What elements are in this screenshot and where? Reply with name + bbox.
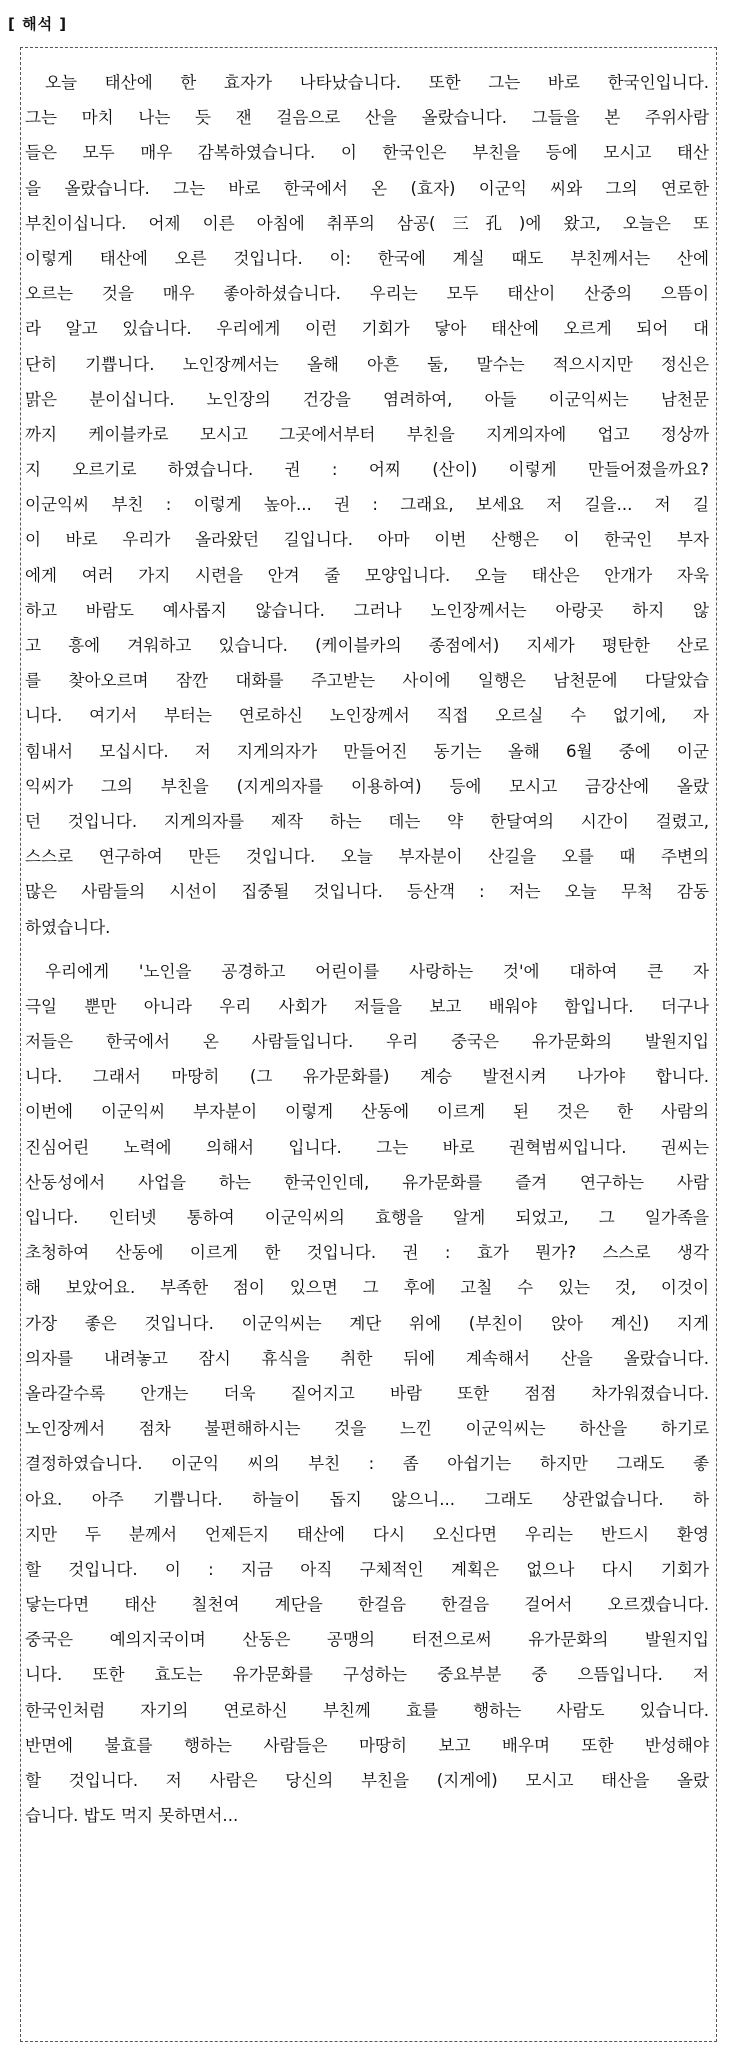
text-line: 에게 여러 가지 시련을 안겨 줄 모양입니다. 오늘 태산은 안개가 자욱: [25, 565, 709, 585]
paragraph-gap: [25, 945, 709, 954]
text-line: 하고 바람도 예사롭지 않습니다. 그러나 노인장께서는 아랑곳 하지 않: [25, 600, 709, 620]
text-line: 던 것입니다. 지게의자를 제작 하는 데는 약 한달여의 시간이 걸렸고,: [25, 811, 709, 831]
text-line: 우리에게 '노인을 공경하고 어린이를 사랑하는 것'에 대하여 큰 자: [45, 961, 709, 981]
text-line: 단히 기쁩니다. 노인장께서는 올해 아흔 둘, 말수는 적으시지만 정신은: [25, 354, 709, 374]
text-line: 닿는다면 태산 칠천여 계단을 한걸음 한걸음 걸어서 오르겠습니다.: [25, 1595, 709, 1615]
text-line: 까지 케이블카로 모시고 그곳에서부터 부친을 지게의자에 업고 정상까: [25, 424, 709, 444]
text-line: 니다. 또한 효도는 유가문화를 구성하는 중요부분 중 으뜸입니다. 저: [25, 1665, 709, 1685]
text-line: 입니다. 인터넷 통하여 이군익씨의 효행을 알게 되었고, 그 일가족을: [25, 1208, 709, 1227]
text-line: 스스로 연구하여 만든 것입니다. 오늘 부자분이 산길을 오를 때 주변의: [25, 847, 709, 867]
text-line: 아요. 아주 기쁩니다. 하늘이 돕지 않으니... 그래도 상관없습니다. 하: [25, 1489, 709, 1509]
translation-box: [20, 47, 717, 2042]
text-line: 오늘 태산에 한 효자가 나타났습니다. 또한 그는 바로 한국인입니다.: [45, 73, 709, 92]
text-line: 산동성에서 사업을 하는 한국인인데, 유가문화를 즐겨 연구하는 사람: [25, 1172, 709, 1192]
text-line: 저들은 한국에서 온 사람들입니다. 우리 중국은 유가문화의 발원지입: [25, 1032, 709, 1052]
text-line: 습니다. 밥도 먹지 못하면서...: [25, 1806, 239, 1826]
text-line: 부친이십니다. 어제 이른 아침에 취푸의 삼공(三孔)에 왔고, 오늘은 또: [25, 213, 709, 233]
text-line: 이 바로 우리가 올라왔던 길입니다. 아마 이번 산행은 이 한국인 부자: [25, 530, 709, 550]
text-line: 지 오르기로 하였습니다. 권 : 어찌 (산이) 이렇게 만들어졌을까요?: [25, 460, 709, 480]
text-line: 를 찾아오르며 잠깐 대화를 주고받는 사이에 일행은 남천문에 다달았습: [25, 671, 709, 691]
text-line: 한국인처럼 자기의 연로하신 부친께 효를 행하는 사람도 있습니다.: [25, 1700, 709, 1720]
text-line: 할 것입니다. 저 사람은 당신의 부친을 (지게에) 모시고 태산을 올랐: [25, 1771, 709, 1790]
text-line: 니다. 여기서 부터는 연로하신 노인장께서 직접 오르실 수 없기에, 자: [25, 706, 709, 726]
text-line: 극일 뿐만 아니라 우리 사회가 저들을 보고 배워야 함입니다. 더구나: [25, 996, 709, 1016]
paragraph: [25, 954, 709, 1834]
text-line: 진심어린 노력에 의해서 입니다. 그는 바로 권혁범씨입니다. 권씨는: [25, 1137, 709, 1157]
text-line: 그는 마치 나는 듯 잰 걸음으로 산을 올랐습니다. 그들을 본 주위사람: [25, 108, 709, 128]
text-line: 결정하였습니다. 이군익 씨의 부친 : 좀 아쉽기는 하지만 그래도 좋: [25, 1454, 709, 1474]
text-line: 올라갈수록 안개는 더욱 짙어지고 바람 또한 점점 차가워졌습니다.: [25, 1383, 709, 1403]
text-line: 맑은 분이십니다. 노인장의 건강을 염려하여, 아들 이군익씨는 남천문: [25, 389, 709, 409]
translation-text: [25, 65, 709, 1833]
text-line: 힘내서 모십시다. 저 지게의자가 만들어진 동기는 올해 6월 중에 이군: [25, 741, 709, 761]
text-line: 초청하여 산동에 이르게 한 것입니다. 권 : 효가 뭔가? 스스로 생각: [25, 1243, 709, 1263]
text-line: 이군익씨 부친 : 이렇게 높아... 권 : 그래요, 보세요 저 길을... 저 길: [25, 495, 709, 515]
paragraph: [25, 65, 709, 945]
text-line: 많은 사람들의 시선이 집중될 것입니다. 등산객 : 저는 오늘 무척 감동: [25, 882, 709, 902]
text-line: 들은 모두 매우 감복하였습니다. 이 한국인은 부친을 등에 모시고 태산: [25, 143, 709, 163]
text-line: 을 올랐습니다. 그는 바로 한국에서 온 (효자) 이군익 씨와 그의 연로한: [25, 178, 709, 198]
text-line: 중국은 예의지국이며 산동은 공맹의 터전으로써 유가문화의 발원지입: [25, 1630, 709, 1650]
text-line: 가장 좋은 것입니다. 이군익씨는 계단 위에 (부친이 앉아 계신) 지게: [25, 1313, 709, 1333]
text-line: 의자를 내려놓고 잠시 휴식을 취한 뒤에 계속해서 산을 올랐습니다.: [25, 1348, 709, 1368]
text-line: 오르는 것을 매우 좋아하셨습니다. 우리는 모두 태산이 산중의 으뜸이: [25, 284, 709, 304]
text-line: 이렇게 태산에 오른 것입니다. 이: 한국에 계실 때도 부친께서는 산에: [25, 248, 709, 268]
text-line: 해 보았어요. 부족한 점이 있으면 그 후에 고칠 수 있는 것, 이것이: [25, 1278, 709, 1298]
text-line: 익씨가 그의 부친을 (지게의자를 이용하여) 등에 모시고 금강산에 올랐: [25, 776, 709, 796]
text-line: 라 알고 있습니다. 우리에게 이런 기회가 닿아 태산에 오르게 되어 대: [25, 319, 709, 339]
text-line: 지만 두 분께서 언제든지 태산에 다시 오신다면 우리는 반드시 환영: [25, 1524, 709, 1544]
text-line: 노인장께서 점차 불편해하시는 것을 느낀 이군익씨는 하산을 하기로: [25, 1419, 709, 1439]
text-line: 반면에 불효를 행하는 사람들은 마땅히 보고 배우며 또한 반성해야: [25, 1735, 709, 1755]
text-line: 하였습니다.: [25, 917, 111, 937]
text-line: 할 것입니다. 이 : 지금 아직 구체적인 계획은 없으나 다시 기회가: [25, 1559, 709, 1579]
text-line: 이번에 이군익씨 부자분이 이렇게 산동에 이르게 된 것은 한 사람의: [25, 1102, 709, 1122]
text-line: 니다. 그래서 마땅히 (그 유가문화를) 계승 발전시켜 나가야 합니다.: [25, 1067, 709, 1087]
text-line: 고 흥에 겨워하고 있습니다. (케이블카의 종점에서) 지세가 평탄한 산로: [25, 636, 709, 655]
section-heading: [ 해석 ]: [8, 15, 68, 33]
